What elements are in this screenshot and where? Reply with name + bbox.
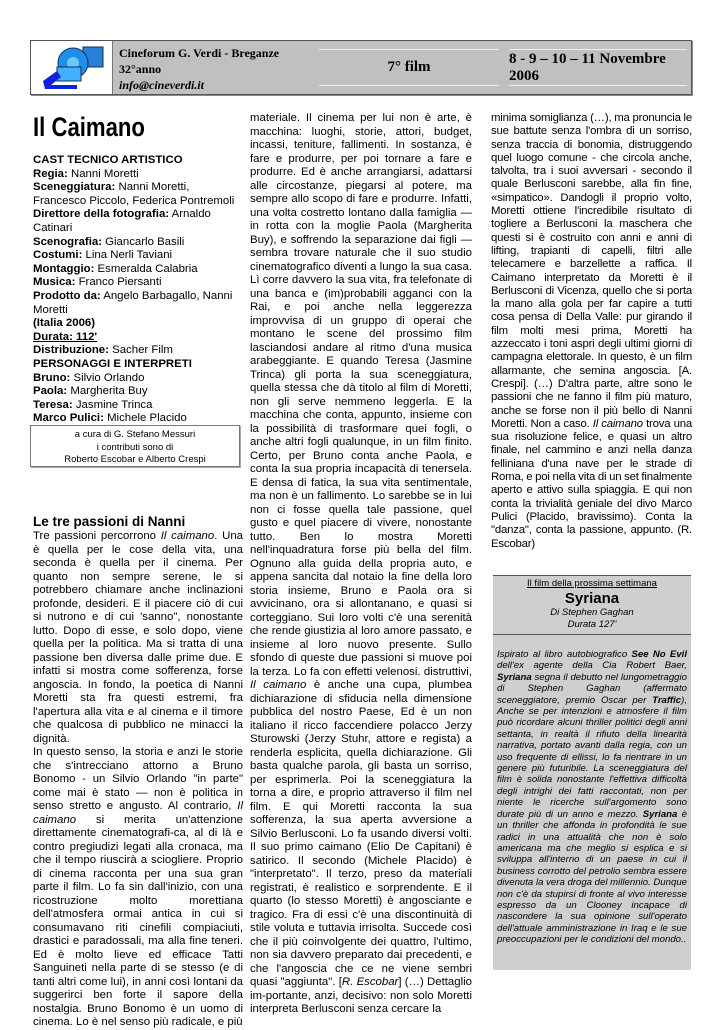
cast-role: PERSONAGGI E INTERPRETI	[33, 357, 192, 370]
cast-role: Bruno:	[33, 371, 71, 384]
text-run: Ispirato al libro autobiografico	[497, 649, 632, 660]
text-run: In questo senso, la storia e anzi le storie che s'intrecciano attorno a Bruno Bonomo - un Silvio Orlando "in parte" come mai è stato — non è politica in senso stretto e angusto. Al contrario,	[33, 746, 243, 812]
cast-role: (Italia 2006)	[33, 317, 96, 330]
cast-name: Sacher Film	[108, 344, 173, 357]
next-film-box	[493, 575, 691, 970]
italic-text: Il caimano	[250, 679, 307, 691]
text-run: segna il debutto nel lungometraggio di Stephen Gaghan (affermato sceneggiatore, premio Oscar per	[497, 671, 687, 706]
cast-entry	[33, 263, 245, 277]
cast-entry	[33, 412, 245, 426]
text-run: è un thriller che affonda in profondità le sue radici in una attualità che non è solo americana ma che meglio si esplica e si sviluppa all'interno di un paese in cui il business corrotto del petrolio sembra essere divenuta la vera droga del millennio. Dunque non c'è da stupirsi di fronte al vivo interesse espresso da un Clooney incapace di nascondere la sua opinione sull'operato dell'attuale amministrazione in Iraq e le sue preoccupazioni per le condizioni del mondo..	[497, 808, 687, 946]
header-banner	[30, 40, 692, 95]
cast-entry	[33, 276, 245, 290]
cast-entry	[33, 331, 245, 345]
cast-name: Nanni Moretti	[67, 167, 139, 180]
paragraph	[250, 112, 472, 1017]
cast-entry	[33, 290, 245, 317]
cast-role: Paola:	[33, 385, 68, 398]
cast-entry	[33, 154, 245, 168]
cast-name: Arnaldo Catinari	[33, 208, 211, 234]
next-film-duration: Durata 127'	[567, 619, 617, 630]
article-heading: Le tre passioni di Nanni	[33, 514, 186, 529]
cast-role: Regia:	[33, 167, 68, 180]
cast-entry	[33, 249, 245, 263]
italic-text: Il caimano	[592, 417, 643, 430]
next-film-kicker: Il film della prossima settimana	[527, 578, 657, 589]
cast-entry	[33, 317, 245, 331]
text-run: ), Anche se per intenzioni e atmosfere il film può ricordare alcuni thriller politici degli anni settanta, in realtà il rifiuto della linearità narrativa, portato avanti dalla regia, con un uso frequente di ellissi, lo fa rientrare in un genere più futuribile. La sceneggiatura del film è solida nonostante l'effettiva difficoltà degli intrighi dei fatti raccontati, non per niente le ricerche sull'argomento sono durate più di un anno e mezzo.	[497, 694, 687, 820]
organization-info	[113, 41, 313, 94]
text-run: minima somiglianza (…), ma pronuncia le sue battute senza l'ombra di un sorriso, senza traccia di bonomia, distruggendo quel luogo comune - che circola anche, talvolta, tra i suoi avversari - secondo il quale Berlusconi sarebbe, alla fin fine, «simpatico». Dandogli il proprio volto, Moretti ottiene l'incredibile risultato di togliere a Berlusconi la maschera che questi si è costruito con anni e anni di lifting, trapianti di capelli, filtri alle telecamere e barzellette a raffica. Il Caimano interpretato da Moretti è il Berlusconi di Vicenza, quello che si porta la mano alla gola per far capire a tutti cosa pensa di Della Valle: pur girando il film molti mesi prima, Moretti ha azzeccato i toni aspri degli ultimi giorni di campagna elettorale. In questo, è un film allarmante, che semina angoscia. [A. Crespi]. (…) D'altra parte, altre sono le passioni che ne fanno il film più maturo, anche se forse non il più bello di Nanni Moretti. Non a caso.	[491, 112, 692, 430]
credits-line: i contributi sono di	[96, 441, 174, 453]
cast-name: Margherita Buy	[67, 385, 148, 398]
text-run: Tre passioni percorrono	[33, 530, 161, 542]
organization-name: Cineforum G. Verdi - Breganze	[119, 46, 280, 60]
cast-name: Silvio Orlando	[70, 371, 145, 384]
cast-name: Michele Placido	[103, 412, 187, 425]
text-run: è anche una cupa, plumbea dichiarazione di sfiducia nella dimensione pubblica del nostro Paese, Ed è un non italiano il ricco faccendiere polacco Jerzy Sturowski (Jerzy Stuhr, attore e regista) a renderla esplicita, quella dichiarazione. Gli basta qualche parola, gli basta un sorriso, per esprimerla. Poi la sceneggiatura la torna a dire, e proprio attraverso il film nel film. E qui Moretti racconta la sua sofferenza, la sua aperta avversione a Silvio Berlusconi. Lo fa usando diversi volti. Il suo primo caimano (Elio De Capitani) è satirico. Il secondo (Michele Placido) è "interpretato". Il terzo, preso da materiali registrati, è realistico e sorprendente. E il quarto (lo stesso Moretti) è angosciante e tragico. Fra di essi c'è una discontinuità di stile voluta e tuttavia irrisolta. Succede così che il più coinvolgente dei quattro, l'ultimo, non sia davvero preparato dai precedenti, e che l'angoscia che ce ne viene sembri quasi "aggiunta". [	[250, 679, 472, 988]
contact-email[interactable]: info@cineverdi.it	[119, 78, 204, 92]
cast-entry	[33, 181, 245, 208]
italic-text: Il caimano	[160, 530, 215, 542]
credits-line: Roberto Escobar e Alberto Crespi	[64, 454, 206, 465]
cast-role: Distribuzione:	[33, 344, 109, 357]
cast-name: Franco Piersanti	[75, 276, 162, 289]
cast-name: Angelo Barbagallo, Nanni Moretti	[33, 289, 233, 316]
cast-role: Sceneggiatura:	[33, 181, 116, 194]
cast-name: Jasmine Trinca	[72, 398, 153, 411]
cast-role: Musica:	[33, 276, 76, 289]
cast-role: Prodotto da:	[33, 289, 101, 302]
bold-text: Traffic	[652, 694, 682, 706]
bold-text: Syriana	[642, 808, 678, 820]
italic-text: R. Escobar	[341, 976, 399, 988]
screening-dates: 8 - 9 – 10 – 11 Novembre 2006	[509, 49, 687, 86]
text-run: materiale. Il cinema per lui non è arte, è macchina: luoghi, storie, attori, budget, incassi, teniture, fallimenti. In sostanza, è fare e produrre, per poi tornare a fare e produrre. Ed è anche arrangiarsi, adattarsi alle circostanze, piegarsi al potere, ma sempre allo scopo di fare e produrre. Infatti, una volta costretto lontano dalla famiglia — in rotta con la moglie Paola (Margherita Buy), e soffrendo la separazione dai figli — sembra trovare naturale che il suo studio cinematografico diventi a lungo la sua casa. Lì corre davvero la sua vita, fra telefonate di una banca e (im)probabili agganci con la Rai, e poi anche nella leggerezza improvvisa di un gruppo di operai che montano le scene del prossimo film lasciandosi andare al ritmo d'una musica arabeggiante. E quando Teresa (Jasmine Trinca) gli porta la sua sceneggiatura, quella stessa che dà titolo al film di Moretti, non gli serve nemmeno leggerla. E la macchina che conta, appunto, insieme con la possibilità di trasformare quei fogli, o anche altri fogli qualunque, in un film finito. Certo, per Bruno conta anche Paola, e conta la sua propria incapacità di tenersela. E densa di fatica, la sua vita sentimentale, ma non è un fallimento. Lo sarebbe se in lui non ci fosse quella tale passione, quel gusto e quel piacere di vivere, nonostante tutto. Ben lo mostra Moretti nell'inquadratura forse più bella del film. Ognuno alla guida della propria auto, e appena sancita dal notaio la fine della loro storia insieme, Bruno e Paola ora si avvicinano, ora si allontanano, e quasi si corteggiano. Sui loro volti c'è una serenità che rende giustizia al loro amore passato, e insieme al loro nuovo presente. Sullo sfondo di queste due passioni si muove poi la terza. Lo fa con effetti velenosi. distruttivi,	[250, 112, 472, 678]
bold-text: See No Evil	[631, 649, 687, 660]
credits-box	[30, 425, 240, 467]
film-camera-icon	[31, 41, 113, 94]
cast-role: Montaggio:	[33, 262, 95, 275]
paragraph	[33, 530, 243, 746]
cast-name: Giancarlo Basili	[102, 235, 185, 248]
text-run: dell'ex agente della Cia Robert Baer,	[497, 660, 687, 672]
cast-role: Scenografia:	[33, 235, 102, 248]
next-film-title: Syriana	[564, 590, 620, 607]
credits-line: a cura di G. Stefano Messuri	[74, 429, 196, 440]
cast-entry	[33, 236, 245, 250]
cast-role: Direttore della fotografia:	[33, 208, 170, 221]
cast-entry	[33, 385, 245, 399]
cast-role: Teresa:	[33, 398, 73, 411]
cineforum-logo	[31, 41, 113, 94]
text-run: trova una sua risoluzione felice, e quasi un altro finale, nel cammino e anzi nella danza felliniana d'una nave per le strade di Roma, e poi nella vita di un set finalmente aperto e attivo sulla spiaggia. E qui non conta la trivialità geniale del divo Marco Pulici (Placido, bravissimo). Conta la "danza", conta la passione, appunto. (R. Escobar)	[491, 417, 692, 550]
bold-text: Syriana	[497, 671, 532, 683]
cast-role: CAST TECNICO ARTISTICO	[33, 154, 183, 166]
article-column-left	[33, 530, 243, 1030]
next-film-synopsis	[493, 635, 691, 946]
film-number: 7° film	[319, 49, 499, 86]
cast-name: Esmeralda Calabria	[94, 262, 198, 275]
cast-name: Lina Nerli Taviani	[82, 249, 173, 262]
season-year: 32°anno	[119, 62, 162, 76]
paragraph	[33, 746, 243, 1030]
cast-entry	[33, 168, 245, 182]
cast-entry	[33, 208, 245, 235]
text-run: si merita un'attenzione direttamente cinematografi-ca, al di là e contro pregiudizi legati alla cronaca, ma che il tempo riuscirà a sciogliere. Proprio di cinema racconta per una sua gran parte il film. Lo fa sin dall'inizio, con una ricostruzione molto morettiana dell'atmosfera ormai antica in cui si consumavano riti cinefili compiaciuti, drastici e paradossali, ma alla fine teneri. Ed è molto lieve ed efficace Tatti Sanguineti nella parte di se stesso (e di tanti altri come lui), in anni così lontani da suggerirci ben forte il sapore della nostalgia. Bruno Bonomo è un uomo di cinema. Lo è nel senso più radicale, e più	[33, 813, 243, 1028]
cast-entry	[33, 358, 245, 372]
cast-role: Costumi:	[33, 249, 83, 262]
cast-list	[33, 154, 245, 426]
article-column-right	[491, 112, 692, 551]
cast-role: Marco Pulici:	[33, 412, 104, 425]
text-run: ] (…) Dettaglio im-portante, anzi, decisivo: non solo Moretti interpreta Berlusconi senza cercare la	[250, 976, 472, 1015]
next-film-director: Di Stephen Gaghan	[550, 607, 634, 618]
cast-entry	[33, 372, 245, 386]
cast-role: Durata: 112'	[33, 330, 98, 343]
paragraph	[491, 112, 692, 551]
italic-text: Il caimano	[33, 800, 243, 826]
cast-entry	[33, 344, 245, 358]
film-title: Il Caimano	[33, 112, 145, 142]
cast-entry	[33, 399, 245, 413]
cast-name: Nanni Moretti, Francesco Piccolo, Federica Pontremoli	[33, 181, 235, 207]
text-run: . Una è quella per le cose della vita, una seconda è quella per il cinema. Per quanto non sempre serene, le si potrebbero chiamare anche inclinazioni profonde, desideri. E il piacere ciò di cui si nutrono e di cui 'sanno", nonostante lutto. Dopo di esse, e solo dopo, viene quella per la politica. Ma si tratta di una passione ben diversa dalle prime due. E infatti si mostra come sofferenza, forse angoscia. In fondo, la poetica di Nanni Moretti sta fra questi estremi, fra l'apertura alla vita e al cinema e il timore che qualcosa di pubblico ne minacci la dignità.	[33, 530, 243, 745]
article-column-middle	[250, 112, 472, 1017]
